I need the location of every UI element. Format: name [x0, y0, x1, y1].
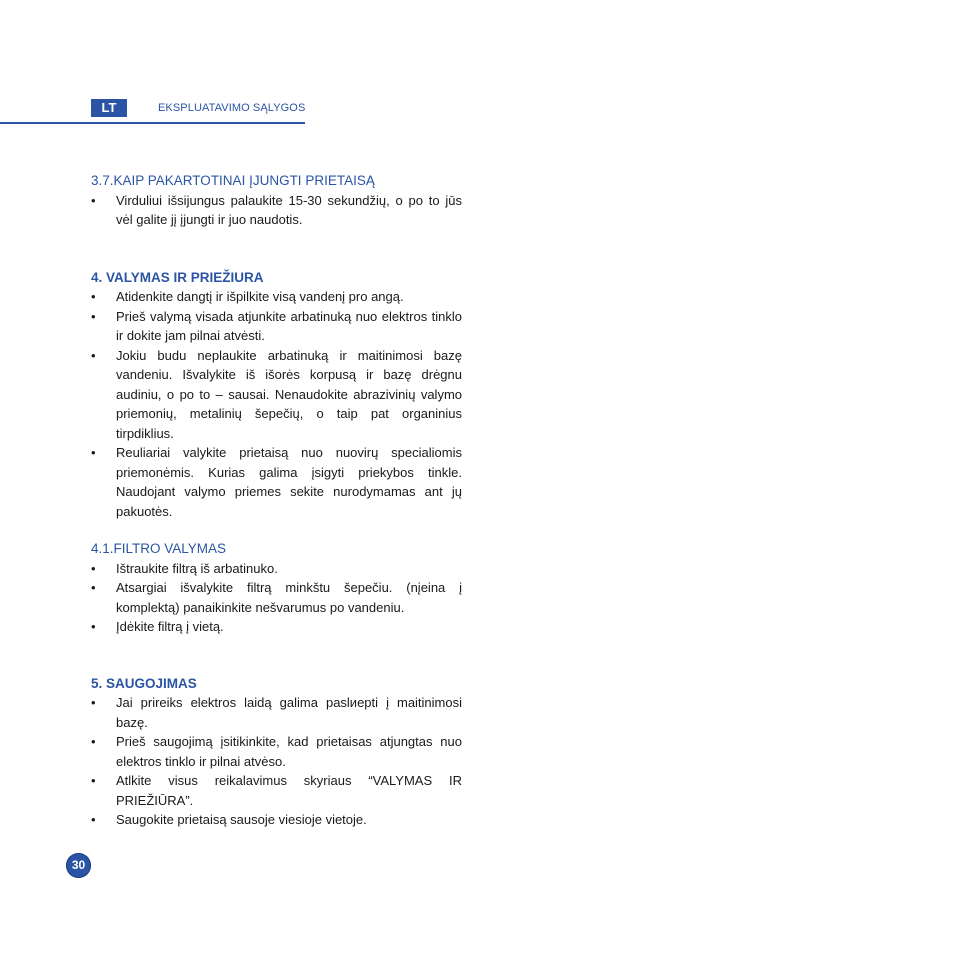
list-item: • Prieš saugojimą įsitikinkite, kad prietaisas atjungtas nuo elektros tinklo ir pilnai atvėso. [91, 732, 462, 771]
document-body [91, 171, 462, 830]
section-heading: 5. SAUGOJIMAS [91, 675, 197, 691]
bullet-list [91, 287, 462, 521]
list-item: • Įdėkite filtrą į vietą. [91, 617, 462, 637]
section-heading: 4. VALYMAS IR PRIEŽIURA [91, 269, 264, 285]
list-item: • Jokiu budu neplaukite arbatinuką ir maitinimosi bazę vandeniu. Išvalykite iš išorės korpusą ir bazę drėgnu audiniu, o po to – sausai. Nenaudokite abrazivinių valymo priemonių, metalinių šepečių, o taip pat organinius tirpdiklius. [91, 346, 462, 444]
page-number: 30 [66, 853, 91, 878]
spacer [91, 521, 462, 539]
spacer [91, 230, 462, 268]
spacer [91, 637, 462, 674]
list-item: • Reuliariai valykite prietaisą nuo nuovirų specialiomis priemonėmis. Kurias galima įsigyti priekybos tinkle. Naudojant valymo priemes sekite nurodymamas ant jų pakuotės. [91, 443, 462, 521]
section-header-title: EKSPLUATAVIMO SĄLYGOS [158, 102, 306, 114]
list-item: • Atsargiai išvalykite filtrą minkštu šepečiu. (nįeina į komplektą) panaikinkite nešvarumus po vandeniu. [91, 578, 462, 617]
list-item: • Atidenkite dangtį ir išpilkite visą vandenį pro angą. [91, 287, 462, 307]
list-item: • Atlkite visus reikalavimus skyriaus “VALYMAS IR PRIEŽIŪRA”. [91, 771, 462, 810]
bullet-list [91, 191, 462, 230]
bullet-list [91, 693, 462, 830]
list-item: • Ištraukite filtrą iš arbatinuko. [91, 559, 462, 579]
header-divider [0, 122, 305, 124]
list-item: • Jai prireiks elektros laidą galima paslиepti į maitinimosi bazę. [91, 693, 462, 732]
bullet-list [91, 559, 462, 637]
list-item: • Saugokite prietaisą sausoje viesioje vietoje. [91, 810, 462, 830]
language-badge: LT [91, 99, 127, 117]
list-item: • Virduliui išsijungus palaukite 15-30 sekundžių, o po to jūs vėl galite jį įjungti ir juo naudotis. [91, 191, 462, 230]
section-heading: 3.7.KAIP PAKARTOTINAI ĮJUNGTI PRIETAISĄ [91, 173, 375, 188]
section-heading: 4.1.FILTRO VALYMAS [91, 541, 227, 556]
list-item: • Prieš valymą visada atjunkite arbatinuką nuo elektros tinklo ir dokite jam pilnai atvėsti. [91, 307, 462, 346]
